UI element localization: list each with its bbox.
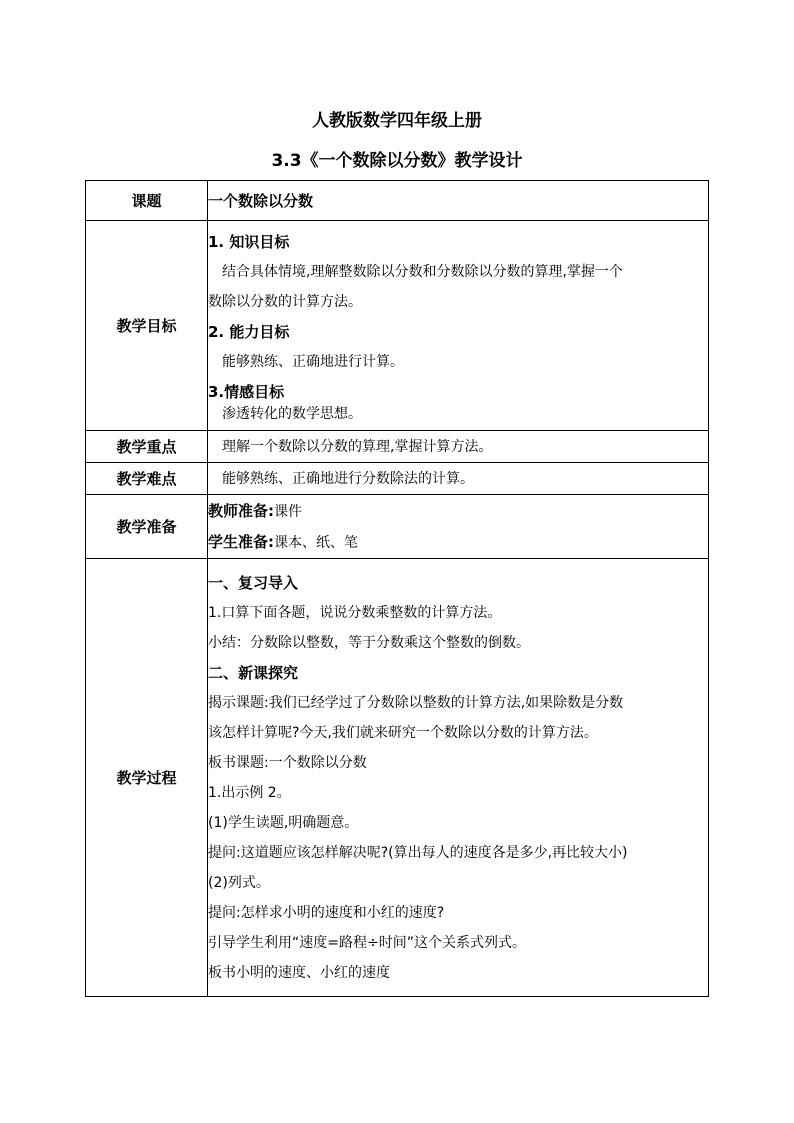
row-preparation [86,495,709,559]
label-process: 教学过程 [86,559,208,997]
process-line: 小结：分数除以整数，等于分数乘这个整数的倒数。 [208,634,530,651]
process-line: 1.口算下面各题，说说分数乘整数的计算方法。 [208,604,502,621]
topic-text: 一个数除以分数 [208,191,314,210]
ability-heading: 2. 能力目标 [208,322,290,341]
process-line: 1.出示例 2。 [208,784,291,801]
label-key-point: 教学重点 [86,431,208,463]
value-goals [208,221,709,431]
student-prep-label: 学生准备: [208,532,274,551]
emotion-heading: 3.情感目标 [208,382,285,401]
label-preparation: 教学准备 [86,495,208,559]
process-line: 揭示课题:我们已经学过了分数除以整数的计算方法,如果除数是分数 [208,694,624,711]
difficulty-text: 能够熟练、正确地进行分数除法的计算。 [222,470,474,487]
value-process [208,559,709,997]
row-difficulty [86,463,709,495]
process-line: (2)列式。 [208,874,270,891]
key-point-text: 理解一个数除以分数的算理,掌握计算方法。 [222,438,493,455]
document-subtitle: 3.3《一个数除以分数》教学设计 [271,151,523,171]
value-preparation [208,495,709,559]
teacher-preparation [208,496,708,527]
label-difficulty: 教学难点 [86,463,208,495]
knowledge-line-2: 数除以分数的计算方法。 [208,293,362,310]
process-line: 板书课题:一个数除以分数 [208,754,367,771]
process-line: 引导学生利用“速度=路程÷时间”这个关系式列式。 [208,934,526,951]
value-topic [208,181,709,221]
row-process [86,559,709,997]
process-line: 提问:这道题应该怎样解决呢?(算出每人的速度各是多少,再比较大小) [208,844,628,861]
process-line: 该怎样计算呢?今天,我们就来研究一个数除以分数的计算方法。 [208,724,598,741]
value-difficulty [208,463,709,495]
knowledge-line-1: 结合具体情境,理解整数除以分数和分数除以分数的算理,掌握一个 [222,263,623,280]
label-topic: 课题 [86,181,208,221]
document-title: 人教版数学四年级上册 [312,111,482,131]
lesson-plan-table [85,180,709,997]
value-key-point [208,431,709,463]
knowledge-heading: 1. 知识目标 [208,232,290,251]
process-line: 一、复习导入 [208,573,299,592]
process-line: (1)学生读题,明确题意。 [208,814,359,831]
label-goals: 教学目标 [86,221,208,431]
process-line: 提问:怎样求小明的速度和小红的速度? [208,904,445,921]
row-key-point [86,431,709,463]
student-preparation [208,527,708,558]
process-line: 二、新课探究 [208,663,299,682]
student-prep-value: 课本、纸、笔 [274,534,358,551]
process-line: 板书小明的速度、小红的速度 [208,964,390,981]
emotion-line: 渗透转化的数学思想。 [222,405,362,422]
teacher-prep-label: 教师准备: [208,501,274,520]
teacher-prep-value: 课件 [274,503,302,520]
row-goals [86,221,709,431]
row-topic [86,181,709,221]
ability-line: 能够熟练、正确地进行计算。 [222,353,404,370]
